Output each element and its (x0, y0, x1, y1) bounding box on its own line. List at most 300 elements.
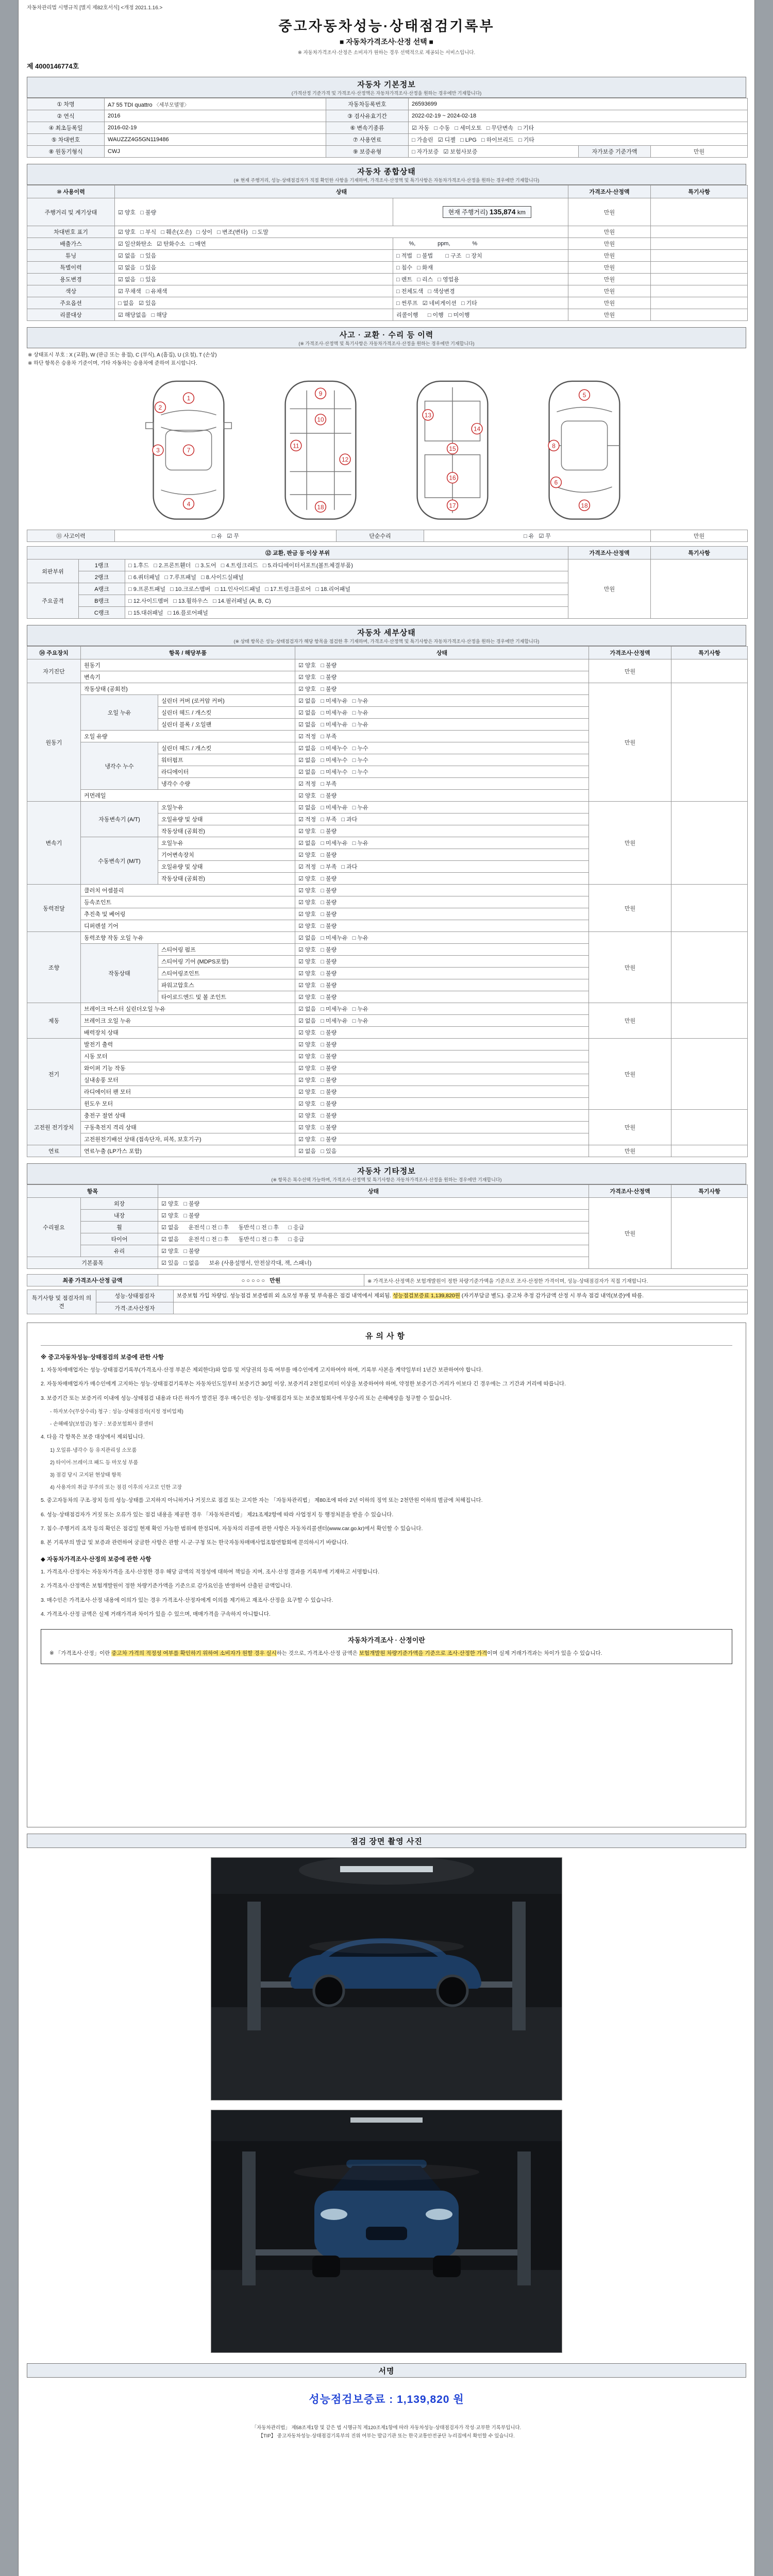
state-cell: ☑ 양호 □ 불량 (295, 1098, 589, 1110)
state-cell: ☑ 양호 □ 불량 (158, 1198, 589, 1210)
state-cell: ☑ 양호 □ 불량 (295, 908, 589, 920)
info-text: ※ 「가격조사·산정」이란 (49, 1650, 112, 1657)
item-cell: 브레이크 오일 누유 (81, 1015, 295, 1027)
info-highlight: 보험개발원 차량기준가액을 기준으로 조사·산정한 가격 (359, 1650, 488, 1657)
section-overall-header (27, 164, 746, 185)
subgroup-cell: 냉각수 누수 (81, 742, 158, 790)
page-title: 중고자동차성능·상태점검기록부 (278, 19, 495, 34)
row-label: 색상 (27, 285, 115, 297)
state-cell: ☑ 없음 □ 미세누유 □ 누유 (295, 802, 589, 814)
item-cell: 디퍼렌셜 기어 (81, 920, 295, 932)
basic-info-table (27, 98, 748, 158)
row-label: 특별이력 (27, 262, 115, 274)
notice-item: 1. 가격조사·산정자는 자동차가격을 조사·산정한 경우 해당 금액의 적정성에 대하여 책임을 지며, 조사·산정 결과를 기록부에 기재하고 서명합니다. (41, 1568, 380, 1575)
subgroup-cell: 자동변속기 (A/T) (81, 802, 158, 837)
state-cell: ☑ 양호 □ 불량 (295, 1086, 589, 1098)
state-cell: ☑ 적정 □ 부족 □ 과다 (295, 814, 589, 825)
regno-value: 26593699 (409, 98, 748, 110)
notice-item: 1. 자동차매매업자는 성능·상태점검기록부(가격조사·산정 부분은 제외한다)와 압류 및 저당권의 등록 여부를 매수인에게 고지하여야 하며, 기록부 사본을 계약일부터 1년간 보관하여야 합니다. (41, 1366, 483, 1373)
photo-lift-side-view (211, 1858, 562, 2100)
notice-item: 2. 자동차매매업자가 매수인에게 고지하는 성능·상태점검기록부는 자동차인도일부터 보증기간 30일 이상, 보증거리 2천킬로미터 이상을 보증하여야 하며, 약정한 보증기간·거리가 이보다 긴 경우에는 그 기간과 거리에 따릅니다. (41, 1381, 566, 1387)
accident-rank-table (27, 546, 748, 619)
item-cell: 동력조향 작동 오일 누유 (81, 932, 295, 944)
detail-row (27, 659, 748, 671)
col-item: 항목 / 해당부품 (81, 647, 295, 659)
state-cell: ☑ 양호 □ 불량 (295, 979, 589, 991)
detail-row (27, 683, 748, 695)
appraiser-opinion (174, 1302, 748, 1314)
vin-label: ⑤ 차대번호 (27, 134, 105, 146)
mileage-value: 135,874 (489, 208, 516, 216)
table-row (27, 226, 748, 238)
accident-history-table (27, 530, 748, 542)
state-cell: ☑ 양호 □ 불량 (295, 849, 589, 861)
row-label: 용도변경 (27, 274, 115, 285)
row-label: 휠 (81, 1222, 158, 1233)
notice-subitem: - 하자보수(무상수리) 청구 : 성능·상태점검자(지정 정비업체) (50, 1409, 183, 1415)
col-price: 가격조사·산정액 (568, 547, 651, 560)
accident-history-state: □ 유 ☑ 무 (115, 530, 337, 542)
state-cell: ☑ 적정 □ 부족 □ 과다 (295, 861, 589, 873)
state-cell: ☑ 양호 □ 불량 (295, 1027, 589, 1039)
price-cell: 만원 (589, 659, 671, 683)
col-price: 가격조사·산정액 (589, 647, 671, 659)
state-cell: ☑ 있음 □ 없음 보유 (사용설명서, 안전삼각대, 잭, 스패너) (158, 1257, 589, 1269)
price-cell: 만원 (589, 802, 671, 885)
state-cell: ☑ 적정 □ 부족 (295, 778, 589, 790)
item-cell: 발전기 출력 (81, 1039, 295, 1050)
page-subnote: ※ 자동차가격조사·산정은 소비자가 원하는 경우 선택적으로 제공되는 서비스입니다. (297, 50, 476, 56)
state-cell: ☑ 양호 □ 불량 (158, 1210, 589, 1222)
detail-row (27, 802, 748, 814)
note-cell (651, 285, 748, 297)
item-cell: 냉각수 수량 (158, 778, 295, 790)
info-box-title: 자동차가격조사 · 산정이란 (348, 1636, 425, 1645)
item-cell: 윈도우 모터 (81, 1098, 295, 1110)
price-cell: 만원 (589, 1198, 671, 1269)
item-cell: 타이로드엔드 및 볼 조인트 (158, 991, 295, 1003)
etc-info-table (27, 1184, 748, 1269)
state-cell: ☑ 양호 □ 불량 (295, 1122, 589, 1133)
rank-name: B랭크 (79, 595, 125, 607)
col-state: 상태 (158, 1185, 589, 1198)
transmission-checkboxes: ☑ 자동 □ 수동 □ 세미오토 □ 무단변속 □ 기타 (409, 122, 748, 134)
svg-text:18: 18 (581, 502, 588, 510)
item-cell: 시동 모터 (81, 1050, 295, 1062)
car-diagram-top-view-rear (530, 375, 638, 524)
section-sign-title: 서명 (378, 2366, 395, 2376)
svg-text:16: 16 (449, 474, 456, 482)
notice-title: 유의사항 (41, 1328, 732, 1346)
state-cell: ☑ 양호 □ 불량 (295, 968, 589, 979)
state-cell: ☑ 없음 □ 미세누유 □ 누유 (295, 719, 589, 731)
section-overall-note: (※ 현재 주행거리, 성능·상태점검자가 직접 확인한 사항을 기재하며, 가격조사·산정액 및 특기사항은 자동차가격조사·산정을 원하는 경우에만 기재합니다) (233, 178, 540, 183)
section-basic-header (27, 77, 746, 98)
simple-repair-label: 단순수리 (337, 530, 424, 542)
info-text: 이며 실제 거래가격과는 차이가 있을 수 있습니다. (487, 1650, 602, 1657)
notice-subitem: 1) 오일류·냉각수 등 유지관리성 소모품 (50, 1448, 137, 1454)
price-cell: 만원 (568, 560, 651, 619)
item-cell: 고전원전기배선 상태 (접속단자, 피복, 보호기구) (81, 1133, 295, 1145)
row-label: 유리 (81, 1245, 158, 1257)
mileage-unit: km (517, 209, 526, 216)
extra-cell: □ 썬루프 ☑ 네비게이션 □ 기타 (393, 297, 568, 309)
col-note: 특기사항 (651, 185, 748, 198)
extra-cell: %, ppm, % (393, 238, 568, 250)
table-row (27, 297, 748, 309)
price-appraisal-info-box (41, 1629, 732, 1664)
note-cell (671, 932, 748, 1003)
state-cell: ☑ 양호 □ 불량 (295, 1110, 589, 1122)
main-frame-label: 주요골격 (27, 583, 79, 619)
section-etc-title: 자동차 기타정보 (357, 1167, 416, 1176)
item-cell: 파워고압호스 (158, 979, 295, 991)
note-cell (651, 274, 748, 285)
rank-parts: □ 12.사이드멤버 □ 13.휠하우스 □ 14.필러패널 (A, B, C) (125, 595, 568, 607)
first-reg-label: ④ 최초등록일 (27, 122, 105, 134)
form-reference: 자동차관리법 시행규칙 [별지 제82호서식] <개정 2021.1.16.> (27, 5, 163, 11)
regno-label: 자동차등록번호 (326, 98, 409, 110)
detail-row (27, 932, 748, 944)
row-label: 내장 (81, 1210, 158, 1222)
state-cell: ☑ 없음 □ 있음 (295, 1145, 589, 1157)
item-cell: 스티어링 펌프 (158, 944, 295, 956)
state-cell: □ 없음 ☑ 있음 (115, 297, 393, 309)
state-cell: ☑ 없음 □ 미세누유 □ 누유 (295, 1003, 589, 1015)
state-cell: ☑ 양호 □ 불량 (295, 1039, 589, 1050)
state-cell: ☑ 없음 □ 미세누유 □ 누유 (295, 837, 589, 849)
rank-parts: □ 9.프론트패널 □ 10.크로스멤버 □ 11.인사이드패널 □ 17.트렁크플로어 □ 18.리어패널 (125, 583, 568, 595)
subgroup-cell: 수동변속기 (M/T) (81, 837, 158, 885)
state-cell: ☑ 양호 □ 불량 (295, 790, 589, 802)
fee-value: 1,139,820 원 (397, 2393, 464, 2405)
item-cell: 오일누유 (158, 837, 295, 849)
col-note: 특기사항 (671, 647, 748, 659)
device-cell: 동력전달 (27, 885, 81, 932)
table-header-row (27, 185, 748, 198)
state-cell: ☑ 없음 □ 미세누유 □ 누유 (295, 1015, 589, 1027)
state-cell: ☑ 양호 □ 불량 (295, 956, 589, 968)
notice-item: 8. 본 기록부의 발급 및 보증과 관련하여 궁금한 사항은 관할 시·군·구청 또는 한국자동차매매사업조합연합회에 문의하시기 바랍니다. (41, 1539, 349, 1546)
svg-text:12: 12 (341, 456, 349, 464)
car-diagram-underbody-front (266, 375, 375, 524)
row-label: 리콜대상 (27, 309, 115, 321)
svg-text:7: 7 (187, 447, 191, 454)
svg-text:11: 11 (293, 442, 299, 450)
state-cell: ☑ 무채색 □ 유채색 (115, 285, 393, 297)
item-cell: 구동축전지 격리 상태 (81, 1122, 295, 1133)
notice-item: 3. 보증기간 또는 보증거리 이내에 성능·상태점검 내용과 다른 하자가 발견된 경우 매수인은 성능·상태점검자 또는 보증보험회사에 무상수리 또는 손해배상을 청구할 수 있습니다. (41, 1395, 452, 1401)
section-etc-header (27, 1163, 746, 1184)
col-use-history: ⑩ 사용이력 (27, 185, 115, 198)
accident-legend (28, 351, 745, 368)
opinion-text: 보증보험 가입 차량임. 성능점검 보증범위 외 소모성 부품 및 부속품은 점검 내역에서 제외됨. (177, 1293, 393, 1299)
notice-subitem: - 손해배상(보험금) 청구 : 보증보험회사 콜센터 (50, 1421, 154, 1427)
row-label: 차대번호 표기 (27, 226, 115, 238)
section-accident-note: (※ 가격조사·산정액 및 특기사항은 자동차가격조사·산정을 원하는 경우에만 기재합니다) (298, 341, 475, 346)
price-cell: 만원 (568, 285, 651, 297)
inspection-fee (27, 2378, 746, 2413)
item-cell: 실린더 블록 / 오일팬 (158, 719, 295, 731)
state-cell: ☑ 없음 □ 있음 (115, 274, 393, 285)
device-cell: 연료 (27, 1145, 81, 1157)
item-cell: 스티어링 기어 (MDPS포함) (158, 956, 295, 968)
price-cell: 만원 (568, 262, 651, 274)
detail-row (27, 1003, 748, 1015)
row-label: 튜닝 (27, 250, 115, 262)
notice-item: 7. 침수·주행거리 조작 등의 확인은 점검일 현재 확인 가능한 범위에 한정되며, 자동차의 리콜에 관한 사항은 자동차리콜센터(www.car.go.kr)에서 확인할 수 있습니다. (41, 1526, 423, 1532)
table-row (27, 274, 748, 285)
inspector-label: 성능·상태점검자 (96, 1290, 174, 1302)
table-row (27, 309, 748, 321)
price-cell: 만원 (589, 683, 671, 802)
device-cell: 제동 (27, 1003, 81, 1039)
svg-text:6: 6 (554, 479, 558, 486)
notice-item: 2. 가격조사·산정액은 보험개발원이 정한 차량기준가액을 기준으로 감가요인을 반영하여 산출된 금액입니다. (41, 1583, 292, 1589)
state-cell: ☑ 없음 □ 있음 (115, 262, 393, 274)
notice-item: 4. 가격조사·산정 금액은 실제 거래가격과 차이가 있을 수 있으며, 매매가격을 구속하지 아니합니다. (41, 1611, 271, 1617)
accident-history-label: ⑪ 사고이력 (27, 530, 115, 542)
item-cell: 오일유량 및 상태 (158, 814, 295, 825)
valid-label: ③ 검사유효기간 (326, 110, 409, 122)
transmission-label: ⑥ 변속기종류 (326, 122, 409, 134)
rank-parts: □ 15.대쉬패널 □ 16.플로어패널 (125, 607, 568, 619)
item-cell: 실린더 커버 (로커암 커버) (158, 695, 295, 707)
col-item: 항목 (27, 1185, 158, 1198)
car-diagram-top-view (135, 375, 243, 524)
notice-subitem: 4) 사용자의 취급 부주의 또는 점검 이후의 사고로 인한 고장 (50, 1485, 182, 1491)
rank-parts: □ 1.후드 □ 2.프론트휀더 □ 3.도어 □ 4.트렁크리드 □ 5.라디에이터서포트(볼트체결부품) (125, 560, 568, 571)
year-value: 2016 (105, 110, 326, 122)
rank-name: C랭크 (79, 607, 125, 619)
device-cell: 고전원 전기장치 (27, 1110, 81, 1145)
state-cell: ☑ 양호 □ 불량 (295, 920, 589, 932)
rank-name: A랭크 (79, 583, 125, 595)
state-cell: ☑ 양호 □ 불량 (295, 1133, 589, 1145)
item-cell: 클러치 어셈블리 (81, 885, 295, 896)
opinion-highlight: 성능점검보증료 1,139,820원 (393, 1293, 460, 1299)
item-cell: 브레이크 마스터 실린더오일 누유 (81, 1003, 295, 1015)
item-cell: 오일 유량 (81, 731, 295, 742)
note-cell (671, 885, 748, 932)
section-accident-title: 사고 · 교환 · 수리 등 이력 (339, 331, 434, 340)
item-cell: 작동상태 (공회전) (158, 825, 295, 837)
item-cell: 원동기 (81, 659, 295, 671)
state-cell: ☑ 양호 □ 불량 (115, 198, 393, 226)
simple-repair-state: □ 유 ☑ 무 (424, 530, 651, 542)
price-cell: 만원 (589, 1110, 671, 1145)
svg-text:8: 8 (552, 442, 556, 450)
inspection-photos (27, 1848, 746, 2357)
device-cell: 조향 (27, 932, 81, 1003)
section-detail-note: (※ 상태 항목은 성능·상태점검자가 해당 항목을 점검한 후 기재하며, 가격조사·산정액 및 특기사항은 자동차가격조사·산정을 원하는 경우에만 기재합니다) (233, 639, 540, 644)
inspector-opinion (174, 1290, 748, 1302)
item-cell: 스티어링조인트 (158, 968, 295, 979)
section-detail-header (27, 625, 746, 646)
info-text: 하는 것으로, 가격조사·산정 금액은 (276, 1650, 359, 1657)
svg-text:10: 10 (317, 416, 324, 423)
base-price-label: 자가보증 기준가액 (579, 146, 651, 158)
svg-text:2: 2 (158, 403, 162, 411)
subgroup-cell: 작동상태 (81, 944, 158, 1003)
page-footer (27, 2424, 746, 2441)
item-cell: 추진축 및 베어링 (81, 908, 295, 920)
svg-text:18: 18 (317, 503, 324, 511)
table-row (27, 110, 748, 122)
state-cell: ☑ 없음 □ 미세누유 □ 누유 (295, 695, 589, 707)
svg-text:17: 17 (449, 502, 456, 510)
document-header (27, 15, 746, 56)
section-photos-title: 점검 장면 촬영 사진 (350, 1837, 423, 1846)
state-cell: ☑ 양호 □ 불량 (295, 1074, 589, 1086)
detail-row (27, 1039, 748, 1050)
col-note: 특기사항 (651, 547, 748, 560)
section-sign-header (27, 2363, 746, 2378)
footer-line-2: 【TIP】 중고자동차성능·상태점검기록부의 진위 여부는 발급기관 또는 한국교통안전공단 누리집에서 확인할 수 있습니다. (258, 2433, 515, 2439)
state-cell: ☑ 양호 □ 불량 (295, 944, 589, 956)
notice-item: 3. 매수인은 가격조사·산정 내용에 이의가 있는 경우 가격조사·산정자에게 이의를 제기하고 재조사·산정을 요구할 수 있습니다. (41, 1597, 333, 1603)
inspection-photo-2 (211, 2110, 562, 2353)
item-cell: 실내송풍 모터 (81, 1074, 295, 1086)
subgroup-cell: 오일 누유 (81, 695, 158, 731)
table-row (27, 250, 748, 262)
state-cell: ☑ 적정 □ 부족 (295, 731, 589, 742)
note-cell (671, 1003, 748, 1039)
item-cell: 등속조인트 (81, 896, 295, 908)
state-cell: ☑ 일산화탄소 ☑ 탄화수소 □ 매연 (115, 238, 393, 250)
price-cell: 만원 (568, 238, 651, 250)
photo-lift-front-view (211, 2110, 562, 2352)
note-cell (651, 309, 748, 321)
price-cell: 만원 (589, 885, 671, 932)
col-note: 특기사항 (671, 1185, 748, 1198)
device-cell: 변속기 (27, 802, 81, 885)
document-number: 제 4000146774호 (27, 62, 79, 70)
item-cell: 변속기 (81, 671, 295, 683)
state-cell: ☑ 양호 □ 불량 (295, 671, 589, 683)
item-cell: 워터펌프 (158, 754, 295, 766)
detail-state-table (27, 646, 748, 1157)
state-cell: ☑ 양호 □ 불량 (295, 1062, 589, 1074)
fuel-label: ⑦ 사용연료 (326, 134, 409, 146)
section-detail-title: 자동차 세부상태 (357, 629, 416, 637)
overall-state-table (27, 185, 748, 321)
item-cell: 라디에이터 팬 모터 (81, 1086, 295, 1098)
state-cell: ☑ 양호 □ 불량 (295, 1050, 589, 1062)
note-cell (651, 198, 748, 226)
device-cell: 원동기 (27, 683, 81, 802)
state-cell: ☑ 양호 □ 불량 (295, 873, 589, 885)
note-cell (651, 250, 748, 262)
state-cell: ☑ 없음 운전석 □ 전 □ 후 동반석 □ 전 □ 후 □ 응급 (158, 1233, 589, 1245)
mileage-label: 현재 주행거리) (448, 209, 488, 216)
state-cell: ☑ 없음 □ 미세누수 □ 누수 (295, 742, 589, 754)
notice-section (27, 1323, 746, 1827)
item-cell: 오일유량 및 상태 (158, 861, 295, 873)
item-cell: 충전구 절연 상태 (81, 1110, 295, 1122)
svg-text:3: 3 (156, 447, 160, 454)
info-highlight: 중고차 가격의 적정성 여부를 확인하기 위하여 소비자가 원할 경우 실시 (111, 1650, 277, 1657)
table-header-row (27, 547, 748, 560)
price-cell: 만원 (568, 198, 651, 226)
table-row (27, 262, 748, 274)
extra-cell: □ 적법 □ 불법 □ 구조 □ 장치 (393, 250, 568, 262)
note-cell (651, 226, 748, 238)
svg-text:9: 9 (318, 390, 323, 398)
engine-type-label: ⑧ 원동기형식 (27, 146, 105, 158)
extra-cell: □ 전체도색 □ 색상변경 (393, 285, 568, 297)
mileage-row (27, 198, 748, 226)
rank-parts: □ 6.쿼터패널 □ 7.루프패널 □ 8.사이드실패널 (125, 571, 568, 583)
section-overall-title: 자동차 종합상태 (357, 167, 416, 176)
detail-row (27, 885, 748, 896)
price-cell: 만원 (568, 250, 651, 262)
document-page (18, 0, 755, 2576)
table-row (27, 98, 748, 110)
item-cell: 커먼레일 (81, 790, 295, 802)
note-cell (651, 238, 748, 250)
note-cell (671, 1039, 748, 1110)
row-label: 주행거리 및 계기상태 (27, 198, 115, 226)
state-cell: ☑ 양호 □ 부식 □ 훼손(오손) □ 상이 □ 변조(변타) □ 도말 (115, 226, 568, 238)
table-row (27, 122, 748, 134)
col-state: 상태 (115, 185, 568, 198)
appraiser-label: 가격·조사산정자 (96, 1302, 174, 1314)
inspection-photo-1 (211, 1857, 562, 2100)
note-cell (671, 659, 748, 683)
notice-item: 5. 중고자동차의 구조·장치 등의 성능·상태를 고지하지 아니하거나 거짓으로 점검 또는 고지한 자는 「자동차관리법」 제80조에 따라 2년 이하의 징역 또는 2천만원 이하의 벌금에 처해집니다. (41, 1497, 483, 1504)
price-cell: 만원 (568, 297, 651, 309)
price-cell: 만원 (651, 530, 748, 542)
notice-item: 6. 성능·상태점검자가 거짓 또는 오류가 있는 점검 내용을 제공한 경우 「자동차관리법」 제21조제2항에 따라 사업정지 등 행정처분을 받을 수 있습니다. (41, 1511, 394, 1518)
rank-row (27, 560, 748, 571)
item-cell: 작동상태 (공회전) (158, 873, 295, 885)
col-state: 상태 (295, 647, 589, 659)
note-cell (671, 1110, 748, 1145)
svg-text:5: 5 (582, 392, 586, 399)
svg-text:4: 4 (187, 500, 191, 508)
repair-group-label: 수리필요 (27, 1198, 81, 1257)
exchange-header: ⑫ 교환, 판금 등 이상 부위 (27, 547, 568, 560)
warranty-checkboxes: □ 자가보증 ☑ 보험사보증 (409, 146, 579, 158)
rank-name: 2랭크 (79, 571, 125, 583)
final-price-label: 최종 가격조사·산정 금액 (27, 1275, 158, 1286)
vin-value: WAUZZZ4G5GN119486 (105, 134, 326, 146)
price-cell: 만원 (589, 1039, 671, 1110)
state-cell: ☑ 없음 운전석 □ 전 □ 후 동반석 □ 전 □ 후 □ 응급 (158, 1222, 589, 1233)
opinion-group-label: 특기사항 및 점검자의 의견 (27, 1290, 96, 1314)
base-price-value: 만원 (651, 146, 748, 158)
table-header-row (27, 647, 748, 659)
state-cell: ☑ 양호 □ 불량 (295, 991, 589, 1003)
rank-name: 1랭크 (79, 560, 125, 571)
section-accident-header (27, 327, 746, 348)
item-cell: 연료누출 (LP가스 포함) (81, 1145, 295, 1157)
item-cell: 작동상태 (공회전) (81, 683, 295, 695)
extra-cell: 리콜이행 □ 이행 □ 미이행 (393, 309, 568, 321)
col-price: 가격조사·산정액 (568, 185, 651, 198)
section-basic-title: 자동차 기본정보 (357, 80, 416, 89)
note-cell (671, 1145, 748, 1157)
item-cell: 배력장치 상태 (81, 1027, 295, 1039)
notice-subsection-title: ※ 중고자동차성능·상태점검의 보증에 관한 사항 (41, 1354, 164, 1361)
state-cell: ☑ 양호 □ 불량 (295, 896, 589, 908)
state-cell: ☑ 없음 □ 미세누수 □ 누수 (295, 766, 589, 778)
car-diagram-underbody-floor (398, 375, 507, 524)
note-cell (671, 802, 748, 885)
note-cell (671, 683, 748, 802)
table-row (27, 1302, 748, 1314)
